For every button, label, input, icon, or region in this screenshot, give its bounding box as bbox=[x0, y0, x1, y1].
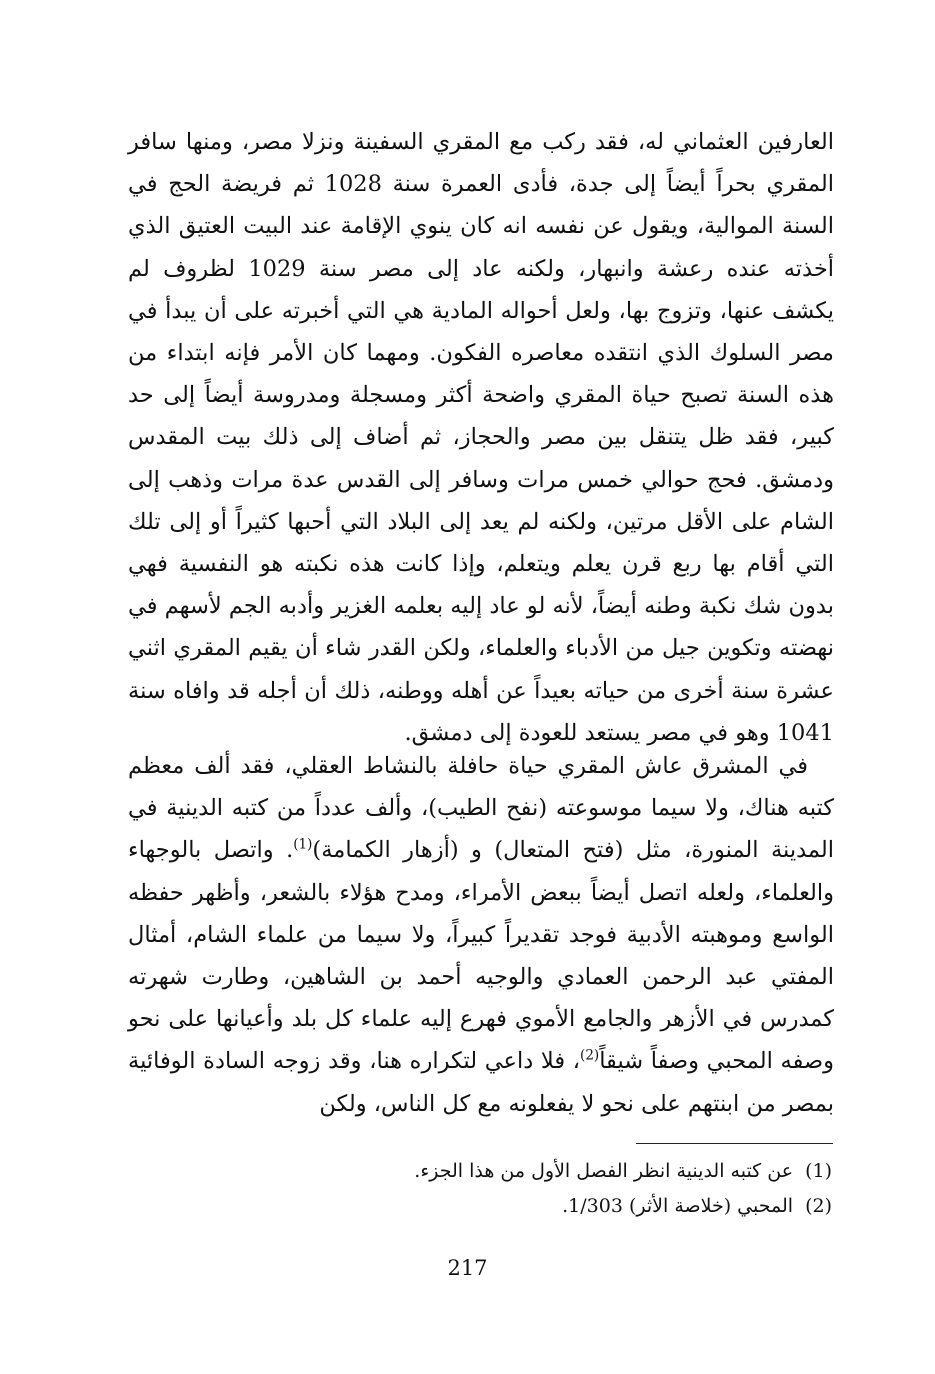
page-number: 217 bbox=[447, 1256, 488, 1280]
footnote-2-number: (2) bbox=[805, 1195, 832, 1217]
paragraph-1: العارفين العثماني له، فقد ركب مع المقري السفينة ونزلا مصر، ومنها سافر المقري بحراً أيضاً إلى جدة، فأدى العمرة سنة 1028 ثم فريضة الحج في السنة الموالية، ويقول عن نفسه انه كان ينوي الإقامة عند البيت العتيق الذي أخذته عنده رعشة وانبهار، ولكنه عاد إلى مصر سنة 1029 لظروف لم يكشف عنها، وتزوج بها، ولعل أحواله المادية هي التي أخبرته على أن يبدأ في مصر السلوك الذي انتقده معاصره الفكون. ومهما كان الأمر فإنه ابتداء من هذه السنة تصبح حياة المقري واضحة أكثر ومسجلة ومدروسة أيضاً إلى حد كبير، فقد ظل يتنقل بين مصر والحجاز، ثم أضاف إلى ذلك بيت المقدس ودمشق. فحج حوالي خمس مرات وسافر إلى القدس عدة مرات وذهب إلى الشام على الأقل مرتين، ولكنه لم يعد إلى البلاد التي أحبها كثيراً أو إلى تلك التي أقام بها ربع قرن يعلم ويتعلم، وإذا كانت هذه نكبته هو النفسية فهي بدون شك نكبة وطنه أيضاً، لأنه لو عاد إليه بعلمه الغزير وأدبه الجم لأسهم في نهضته وتكوين جيل من الأدباء والعلماء، ولكن القدر شاء أن يقيم المقري اثني عشرة سنة أخرى من حياته بعيداً عن أهله ووطنه، ذلك أن أجله قد وافاه سنة 1041 وهو في مصر يستعد للعودة إلى دمشق. bbox=[128, 129, 834, 746]
footnote-2 bbox=[132, 1191, 832, 1221]
footnote-1-number: (1) bbox=[805, 1160, 832, 1182]
footnote-divider bbox=[636, 1143, 833, 1144]
paragraph-2-part-a: في المشرق عاش المقري حياة حافلة بالنشاط العقلي، فقد ألف معظم كتبه هناك، ولا سيما موسوعته (نفح الطيب)، وألف عدداً من كتبه الدينية في المدينة المنورة، مثل (فتح المتعال) و (أزهار الكمامة) bbox=[128, 753, 835, 864]
paragraph-2-part-b: . واتصل بالوجهاء والعلماء، ولعله اتصل أيضاً ببعض الأمراء، ومدح هؤلاء بالشعر، وأظهر حفظه الواسع وموهبته الأدبية فوجد تقديراً كبيراً، ولا سيما من علماء الشام، أمثال المفتي عبد الرحمن العمادي والوجيه أحمد بن الشاهين، وطارت شهرته كمدرس في الأزهر والجامع الأموي فهرع إليه علماء كل بلد وأعيانها على نحو وصفه المحبي وصفاً شيقاً bbox=[128, 837, 834, 1075]
footnote-2-text: المحبي (خلاصة الأثر) 1/303. bbox=[562, 1195, 794, 1217]
footnote-ref-1: (1) bbox=[293, 836, 313, 853]
paragraph-2-part-c: ، فلا داعي لتكراره هنا، وقد زوجه السادة الوفائية بمصر من ابنتهم على نحو لا يفعلونه مع كل الناس، ولكن bbox=[128, 1048, 834, 1117]
footnote-1 bbox=[132, 1156, 832, 1186]
paragraph-2 bbox=[128, 745, 834, 1125]
footnote-1-text: عن كتبه الدينية انظر الفصل الأول من هذا الجزء. bbox=[414, 1160, 794, 1182]
footnote-ref-2: (2) bbox=[580, 1047, 600, 1064]
